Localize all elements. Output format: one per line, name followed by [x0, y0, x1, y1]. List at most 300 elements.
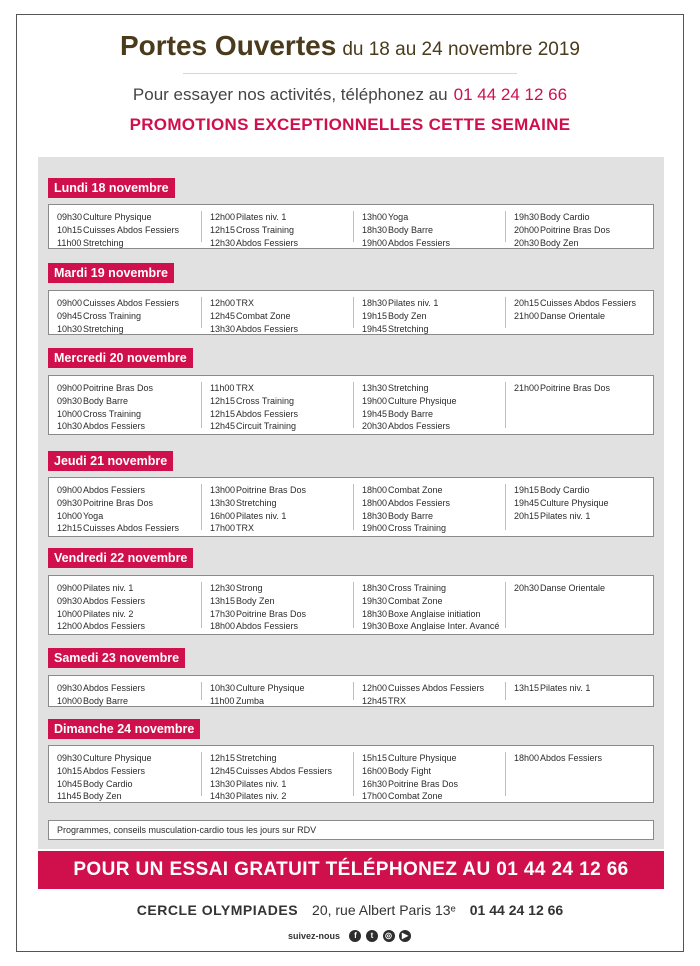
class-time: 12h15 [210, 408, 236, 419]
class-time: 09h00 [57, 298, 83, 308]
class-time: 11h00 [57, 237, 82, 248]
class-entry [202, 224, 353, 237]
class-entry [202, 582, 353, 595]
class-activity: Culture Physique [83, 212, 152, 222]
club-address: 20, rue Albert Paris 13ᵉ [312, 902, 456, 918]
class-activity: Cross Training [236, 395, 295, 406]
class-time: 13h30 [210, 323, 236, 334]
class-time: 12h45 [210, 310, 236, 321]
class-entry [202, 595, 353, 608]
schedule-column [49, 682, 201, 706]
class-activity: Cross Training [83, 310, 142, 321]
class-entry [202, 211, 353, 224]
schedule-column [353, 382, 505, 432]
class-entry [49, 765, 201, 778]
class-time: 13h00 [210, 485, 236, 495]
class-activity: Abdos Fessiers [236, 237, 299, 248]
class-time: 18h30 [362, 608, 388, 619]
class-entry [354, 620, 505, 633]
club-name: CERCLE OLYMPIADES [136, 902, 299, 918]
class-time: 16h00 [210, 510, 236, 521]
class-entry [49, 497, 201, 510]
class-time: 10h45 [57, 778, 83, 789]
class-activity: Pilates niv. 1 [540, 683, 591, 693]
day-schedule-box [48, 375, 654, 435]
schedule-column [505, 211, 655, 248]
class-activity: Cuisses Abdos Fessiers [388, 683, 485, 693]
class-time: 18h00 [210, 621, 236, 632]
title-main: Portes Ouvertes [119, 30, 337, 61]
title-divider [183, 73, 517, 74]
class-entry [49, 323, 201, 336]
class-activity: Combat Zone [388, 595, 443, 606]
class-activity: Abdos Fessiers [83, 683, 146, 693]
class-activity: Combat Zone [388, 485, 443, 495]
class-time: 19h00 [362, 523, 388, 534]
class-time: 09h30 [57, 753, 83, 763]
youtube-icon[interactable]: ▶ [399, 930, 411, 942]
class-activity: Body Zen [83, 791, 122, 802]
class-time: 13h15 [210, 595, 236, 606]
class-time: 13h00 [362, 212, 388, 222]
class-entry [202, 310, 353, 323]
schedule-column [353, 752, 505, 802]
day-schedule-box [48, 204, 654, 249]
class-activity: Body Barre [388, 224, 434, 235]
class-time: 12h00 [210, 212, 236, 222]
class-activity: Abdos Fessiers [236, 408, 299, 419]
class-time: 18h30 [362, 224, 388, 235]
class-time: 20h15 [514, 298, 540, 308]
class-time: 10h30 [57, 421, 83, 432]
class-entry [354, 595, 505, 608]
class-entry [202, 323, 353, 336]
facebook-icon[interactable]: f [349, 930, 361, 942]
class-entry [49, 522, 201, 535]
class-entry [506, 237, 655, 250]
class-entry [202, 765, 353, 778]
schedule-column [49, 752, 201, 802]
class-time: 10h00 [57, 608, 83, 619]
class-activity: Culture Physique [388, 753, 457, 763]
class-entry [354, 752, 505, 765]
class-entry [202, 682, 353, 695]
day-schedule-box [48, 745, 654, 803]
class-entry [202, 510, 353, 523]
class-activity: Yoga [83, 510, 104, 521]
class-entry [506, 211, 655, 224]
schedule-column [505, 382, 655, 428]
class-time: 13h30 [210, 497, 236, 508]
class-activity: Combat Zone [388, 791, 443, 802]
class-activity: Stretching [388, 383, 429, 393]
class-activity: Body Zen [540, 237, 579, 248]
class-activity: Pilates niv. 1 [236, 212, 287, 222]
class-time: 11h45 [57, 791, 82, 802]
class-time: 10h15 [57, 765, 83, 776]
class-activity: Pilates niv. 1 [236, 510, 287, 521]
schedule-column [49, 211, 201, 248]
class-entry [354, 323, 505, 336]
class-entry [202, 497, 353, 510]
class-time: 19h45 [362, 408, 388, 419]
class-activity: Pilates niv. 1 [540, 510, 591, 521]
class-activity: TRX [236, 523, 254, 534]
class-activity: Cuisses Abdos Fessiers [83, 298, 180, 308]
day-label: Lundi 18 novembre [48, 178, 175, 198]
schedule-column [201, 484, 353, 534]
class-entry [49, 582, 201, 595]
day-schedule-box [48, 477, 654, 537]
class-activity: Body Cardio [540, 485, 590, 495]
class-activity: Abdos Fessiers [388, 497, 451, 508]
subtitle-phone: 01 44 24 12 66 [453, 85, 568, 104]
class-activity: Cross Training [236, 224, 295, 235]
class-time: 17h00 [210, 523, 236, 534]
twitter-icon[interactable]: t [366, 930, 378, 942]
class-time: 19h45 [514, 497, 540, 508]
class-activity: Cross Training [388, 523, 447, 534]
class-activity: Body Barre [388, 510, 434, 521]
class-time: 12h15 [210, 753, 236, 763]
class-entry [354, 382, 505, 395]
class-time: 12h00 [210, 298, 236, 308]
class-time: 12h45 [362, 695, 388, 706]
class-activity: Cuisses Abdos Fessiers [540, 298, 637, 308]
class-time: 10h30 [210, 683, 236, 693]
class-time: 12h00 [57, 621, 83, 632]
class-time: 18h00 [514, 753, 540, 763]
class-entry [49, 382, 201, 395]
class-activity: Poitrine Bras Dos [236, 485, 307, 495]
day-label: Mercredi 20 novembre [48, 348, 193, 368]
class-activity: TRX [236, 383, 254, 393]
schedule-column [505, 582, 655, 628]
class-entry [506, 310, 655, 323]
class-activity: Abdos Fessiers [83, 485, 146, 495]
class-activity: Pilates niv. 1 [83, 583, 134, 593]
day-label: Vendredi 22 novembre [48, 548, 193, 568]
schedule-column [201, 752, 353, 802]
class-time: 12h45 [210, 765, 236, 776]
class-time: 12h15 [210, 224, 236, 235]
class-time: 09h30 [57, 683, 83, 693]
class-time: 11h00 [210, 383, 235, 393]
class-activity: TRX [236, 298, 254, 308]
class-entry [354, 682, 505, 695]
schedule-column [353, 484, 505, 534]
class-time: 10h30 [57, 323, 83, 334]
class-activity: Pilates niv. 1 [388, 298, 439, 308]
class-activity: Pilates niv. 1 [236, 778, 287, 789]
schedule-column [353, 682, 505, 706]
class-activity: Body Zen [236, 595, 275, 606]
class-time: 12h00 [362, 683, 388, 693]
schedule-column [505, 752, 655, 796]
class-time: 12h15 [210, 395, 236, 406]
class-activity: Pilates niv. 2 [236, 791, 287, 802]
class-time: 19h30 [514, 212, 540, 222]
class-time: 12h30 [210, 583, 236, 593]
class-activity: Body Zen [388, 310, 427, 321]
class-time: 13h15 [514, 683, 540, 693]
class-activity: Body Cardio [540, 212, 590, 222]
class-time: 12h15 [57, 523, 83, 534]
schedule-column [353, 297, 505, 334]
class-activity: Culture Physique [540, 497, 609, 508]
class-entry [202, 752, 353, 765]
class-entry [202, 382, 353, 395]
class-entry [506, 484, 655, 497]
class-time: 18h30 [362, 583, 388, 593]
class-time: 13h30 [210, 778, 236, 789]
class-activity: Culture Physique [236, 683, 305, 693]
class-time: 09h00 [57, 583, 83, 593]
class-activity: Abdos Fessiers [236, 323, 299, 334]
instagram-icon[interactable]: ◎ [383, 930, 395, 942]
class-activity: Stretching [83, 323, 124, 334]
schedule-column [49, 484, 201, 534]
class-time: 19h15 [362, 310, 388, 321]
class-time: 12h30 [210, 237, 236, 248]
class-time: 20h30 [514, 583, 540, 593]
class-entry [202, 237, 353, 250]
class-activity: Body Cardio [83, 778, 133, 789]
schedule-column [353, 582, 505, 632]
class-time: 20h15 [514, 510, 540, 521]
class-entry [354, 420, 505, 433]
social-row [0, 930, 700, 942]
class-entry [49, 211, 201, 224]
class-time: 19h30 [362, 595, 388, 606]
class-activity: Cuisses Abdos Fessiers [83, 224, 180, 235]
class-entry [202, 778, 353, 791]
class-entry [202, 620, 353, 633]
class-entry [506, 297, 655, 310]
class-activity: Abdos Fessiers [83, 765, 146, 776]
class-time: 10h00 [57, 408, 83, 419]
class-activity: Poitrine Bras Dos [83, 383, 154, 393]
class-activity: Stretching [83, 237, 124, 248]
class-activity: Cuisses Abdos Fessiers [83, 523, 180, 534]
class-activity: Stretching [236, 753, 277, 763]
class-time: 12h45 [210, 421, 236, 432]
day-label: Jeudi 21 novembre [48, 451, 173, 471]
class-time: 19h45 [362, 323, 388, 334]
class-activity: Combat Zone [236, 310, 291, 321]
class-time: 20h30 [362, 421, 388, 432]
class-entry [49, 752, 201, 765]
schedule-column [49, 582, 201, 632]
class-entry [49, 408, 201, 421]
class-activity: Poitrine Bras Dos [388, 778, 459, 789]
day-label: Samedi 23 novembre [48, 648, 185, 668]
class-entry [202, 484, 353, 497]
day-label: Dimanche 24 novembre [48, 719, 200, 739]
class-entry [354, 237, 505, 250]
schedule-column [201, 582, 353, 632]
class-entry [49, 484, 201, 497]
class-entry [49, 510, 201, 523]
class-activity: Yoga [388, 212, 409, 222]
footer [0, 902, 700, 918]
class-time: 19h00 [362, 395, 388, 406]
follow-label: suivez-nous [287, 931, 340, 941]
class-activity: Abdos Fessiers [540, 753, 603, 763]
class-activity: Danse Orientale [540, 310, 606, 321]
class-activity: Cuisses Abdos Fessiers [236, 765, 333, 776]
day-schedule-box [48, 290, 654, 335]
class-time: 09h30 [57, 395, 83, 406]
class-time: 18h30 [362, 510, 388, 521]
class-entry [49, 237, 201, 250]
schedule-note: Programmes, conseils musculation-cardio tous les jours sur RDV [48, 820, 654, 840]
class-entry [49, 790, 201, 803]
class-time: 09h30 [57, 595, 83, 606]
schedule-column [201, 297, 353, 334]
class-time: 09h00 [57, 485, 83, 495]
class-activity: Culture Physique [83, 753, 152, 763]
schedule-column [49, 382, 201, 432]
class-entry [49, 608, 201, 621]
schedule-panel [38, 157, 664, 849]
schedule-column [505, 484, 655, 530]
class-entry [354, 211, 505, 224]
class-activity: Zumba [236, 695, 265, 706]
class-entry [354, 395, 505, 408]
class-activity: Cross Training [388, 583, 447, 593]
promo-heading: PROMOTIONS EXCEPTIONNELLES CETTE SEMAINE [129, 115, 571, 134]
schedule-column [201, 682, 353, 706]
title-dates: du 18 au 24 novembre 2019 [342, 39, 580, 60]
schedule-column [505, 297, 655, 328]
class-entry [354, 408, 505, 421]
class-entry [354, 497, 505, 510]
class-entry [202, 608, 353, 621]
class-entry [354, 297, 505, 310]
class-time: 17h00 [362, 791, 388, 802]
class-activity: Danse Orientale [540, 583, 606, 593]
class-activity: Boxe Anglaise initiation [388, 608, 481, 619]
class-entry [506, 382, 655, 395]
class-time: 20h00 [514, 224, 540, 235]
class-activity: Abdos Fessiers [83, 621, 146, 632]
class-entry [202, 420, 353, 433]
class-time: 21h00 [514, 383, 540, 393]
class-activity: Abdos Fessiers [83, 421, 146, 432]
class-entry [354, 790, 505, 803]
class-entry [49, 695, 201, 708]
day-schedule-box [48, 575, 654, 635]
subtitle-text: Pour essayer nos activités, téléphonez au [132, 85, 448, 104]
class-entry [354, 310, 505, 323]
page-title [0, 30, 700, 62]
day-schedule-box [48, 675, 654, 707]
schedule-column [353, 211, 505, 248]
class-activity: Body Fight [388, 765, 432, 776]
class-activity: Pilates niv. 2 [83, 608, 134, 619]
class-time: 10h00 [57, 510, 83, 521]
class-activity: Abdos Fessiers [388, 237, 451, 248]
cta-banner: POUR UN ESSAI GRATUIT TÉLÉPHONEZ AU 01 44 24 12 66 [38, 851, 664, 889]
class-entry [506, 582, 655, 595]
class-entry [49, 778, 201, 791]
class-time: 18h00 [362, 485, 388, 495]
class-entry [506, 224, 655, 237]
class-time: 19h00 [362, 237, 388, 248]
class-time: 18h30 [362, 298, 388, 308]
class-entry [354, 765, 505, 778]
class-time: 17h30 [210, 608, 236, 619]
class-entry [354, 582, 505, 595]
class-time: 19h15 [514, 485, 540, 495]
class-activity: TRX [388, 695, 406, 706]
class-activity: Stretching [388, 323, 429, 334]
class-activity: Poitrine Bras Dos [540, 224, 611, 235]
class-time: 10h15 [57, 224, 83, 235]
class-entry [49, 420, 201, 433]
class-entry [202, 395, 353, 408]
class-activity: Circuit Training [236, 421, 297, 432]
schedule-column [201, 211, 353, 248]
class-entry [49, 595, 201, 608]
class-entry [49, 297, 201, 310]
class-entry [506, 752, 655, 765]
class-entry [202, 522, 353, 535]
class-time: 11h00 [210, 695, 235, 706]
class-entry [506, 497, 655, 510]
class-activity: Abdos Fessiers [236, 621, 299, 632]
class-activity: Abdos Fessiers [83, 595, 146, 606]
schedule-column [505, 682, 655, 700]
class-activity: Stretching [236, 497, 277, 508]
class-time: 18h00 [362, 497, 388, 508]
day-label: Mardi 19 novembre [48, 263, 174, 283]
class-entry [354, 778, 505, 791]
class-time: 09h30 [57, 497, 83, 508]
class-entry [354, 522, 505, 535]
class-time: 09h30 [57, 212, 83, 222]
class-activity: Poitrine Bras Dos [83, 497, 154, 508]
class-entry [202, 408, 353, 421]
class-entry [506, 682, 655, 695]
class-entry [354, 224, 505, 237]
class-entry [202, 695, 353, 708]
class-entry [49, 395, 201, 408]
schedule-column [201, 382, 353, 432]
class-entry [506, 510, 655, 523]
class-time: 21h00 [514, 310, 540, 321]
class-entry [49, 224, 201, 237]
class-activity: Cross Training [83, 408, 142, 419]
class-time: 20h30 [514, 237, 540, 248]
class-time: 09h00 [57, 383, 83, 393]
class-activity: Boxe Anglaise Inter. Avancé [388, 621, 500, 632]
class-time: 09h45 [57, 310, 83, 321]
class-entry [202, 297, 353, 310]
class-time: 16h30 [362, 778, 388, 789]
class-time: 14h30 [210, 791, 236, 802]
class-activity: Abdos Fessiers [388, 421, 451, 432]
class-time: 15h15 [362, 753, 388, 763]
subtitle [0, 85, 700, 105]
club-phone: 01 44 24 12 66 [469, 902, 564, 918]
class-activity: Body Barre [388, 408, 434, 419]
class-activity: Poitrine Bras Dos [540, 383, 611, 393]
class-time: 19h30 [362, 621, 388, 632]
schedule-column [49, 297, 201, 334]
class-entry [49, 310, 201, 323]
